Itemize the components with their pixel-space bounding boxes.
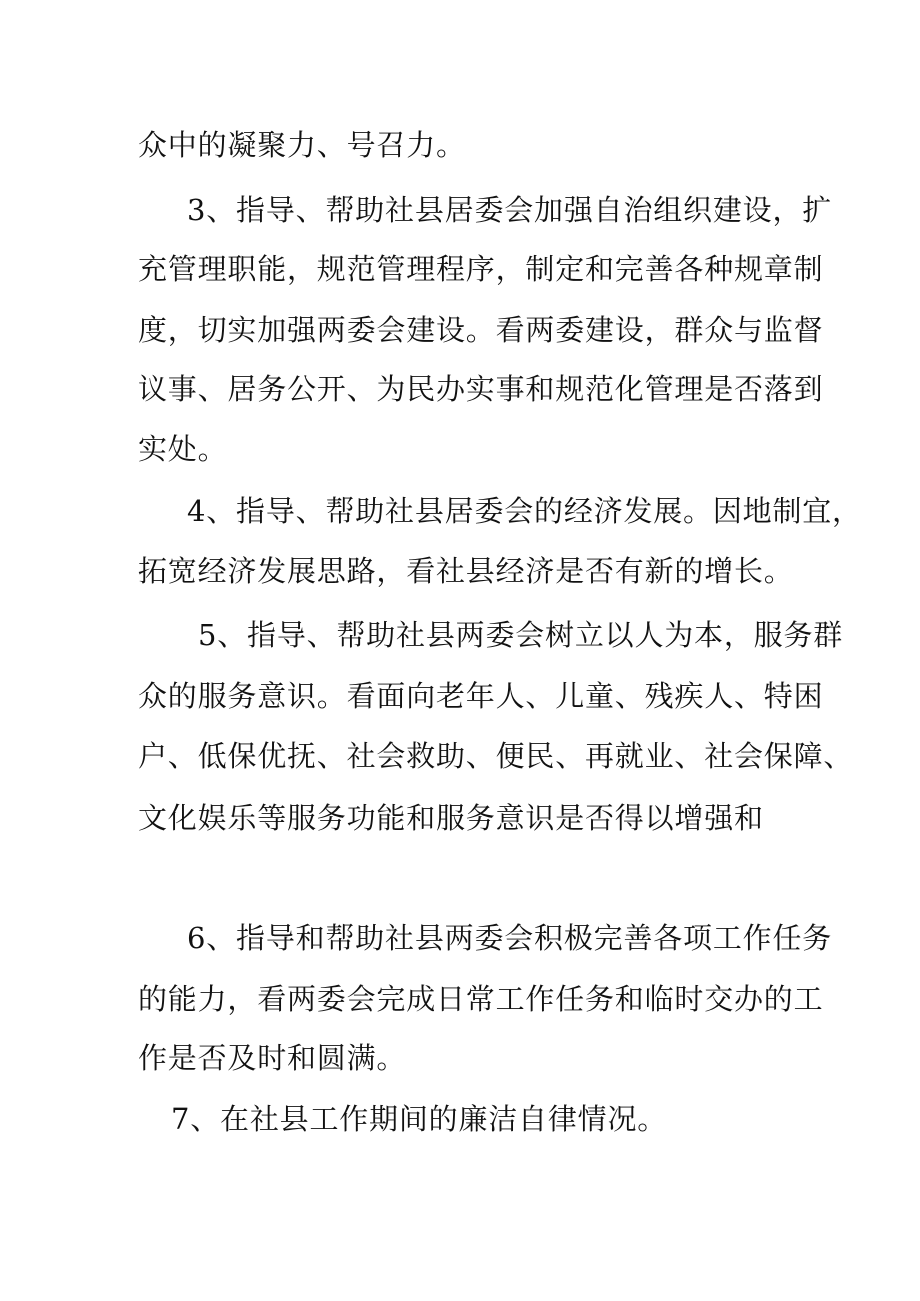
text-line: 充管理职能，规范管理程序，制定和完善各种规章制 bbox=[138, 252, 824, 286]
text-line: 的能力，看两委会完成日常工作任务和临时交办的工 bbox=[138, 982, 824, 1016]
text-line: 众的服务意识。看面向老年人、儿童、残疾人、特困 bbox=[138, 679, 824, 713]
text-line: 户、低保优抚、社会救助、便民、再就业、社会保障、 bbox=[138, 739, 854, 773]
text-line: 5、指导、帮助社县两委会树立以人为本，服务群 bbox=[198, 618, 844, 652]
text-line: 7、在社县工作期间的廉洁自律情况。 bbox=[171, 1102, 668, 1136]
text-line: 实处。 bbox=[138, 432, 228, 466]
text-line: 度，切实加强两委会建设。看两委建设，群众与监督 bbox=[138, 313, 824, 347]
text-line: 作是否及时和圆满。 bbox=[138, 1041, 407, 1075]
text-line: 众中的凝聚力、号召力。 bbox=[138, 128, 466, 162]
text-line: 4、指导、帮助社县居委会的经济发展。因地制宜， bbox=[187, 494, 862, 528]
text-line: 文化娱乐等服务功能和服务意识是否得以增强和 bbox=[138, 801, 764, 835]
text-line: 拓宽经济发展思路，看社县经济是否有新的增长。 bbox=[138, 554, 794, 588]
text-line: 3、指导、帮助社县居委会加强自治组织建设，扩 bbox=[187, 193, 833, 227]
text-line: 议事、居务公开、为民办实事和规范化管理是否落到 bbox=[138, 372, 824, 406]
text-line: 6、指导和帮助社县两委会积极完善各项工作任务 bbox=[187, 921, 833, 955]
